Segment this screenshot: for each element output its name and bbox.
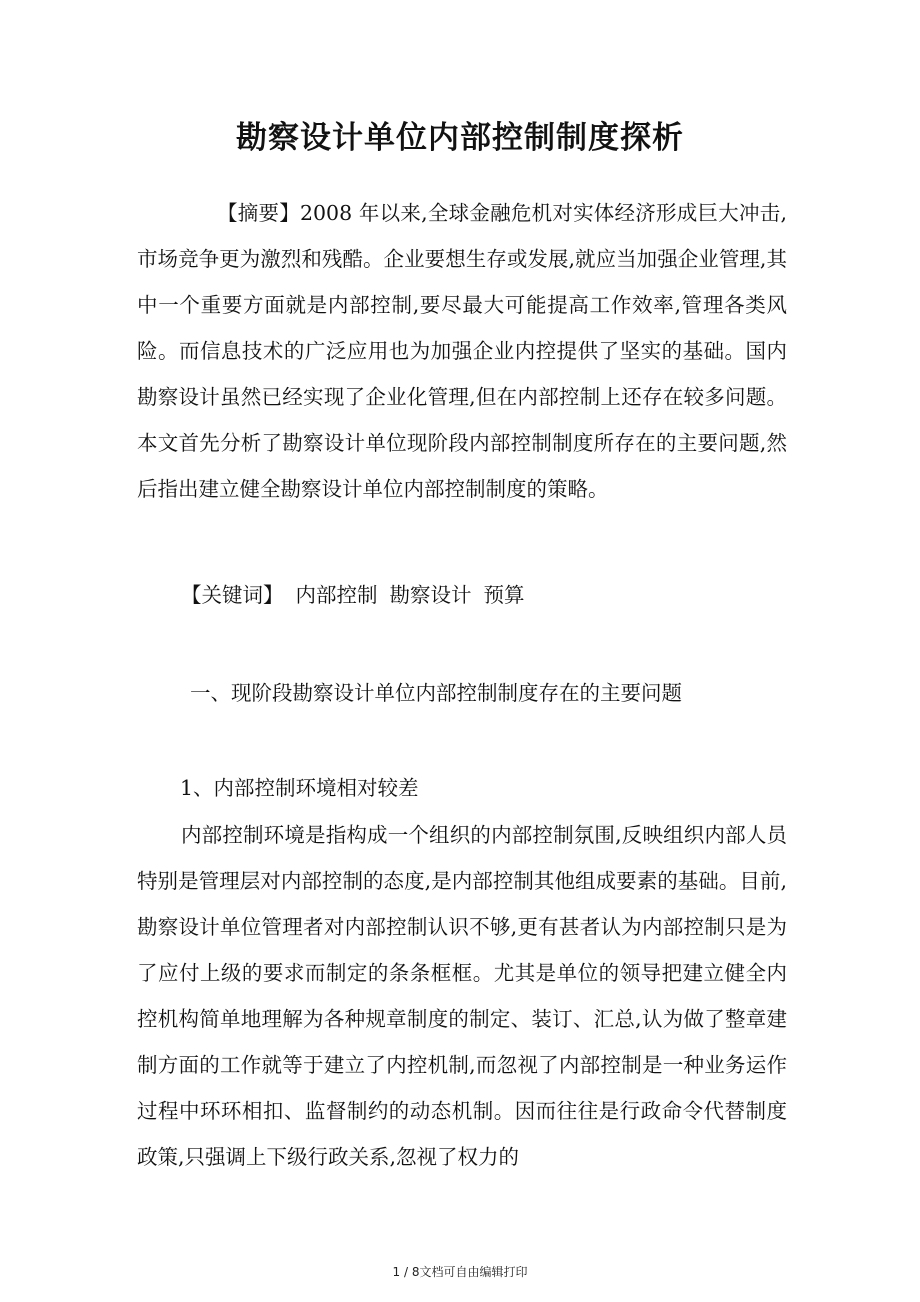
body-paragraph: 内部控制环境是指构成一个组织的内部控制氛围,反映组织内部人员特别是管理层对内部控制的态度,是内部控制其他组成要素的基础。目前,勘察设计单位管理者对内部控制认识不够,更有甚者认为内部控制只是为了应付上级的要求而制定的条条框框。尤其是单位的领导把建立健全内控机构简单地理解为各种规章制度的制定、装订、汇总,认为做了整章建制方面的工作就等于建立了内控机制,而忽视了内部控制是一种业务运作过程中环环相扣、监督制约的动态机制。因而往往是行政命令代替制度政策,只强调上下级行政关系,忽视了权力的 [137,823,787,1169]
keywords-label: 【关键词】 [181,583,284,607]
sub-heading: 1、内部控制环境相对较差 [180,776,419,800]
abstract-paragraph [137,190,787,512]
abstract-label: 【摘要】 [217,201,300,225]
keyword-item: 勘察设计 [389,583,472,607]
page-footer: 1 / 8文档可自由编辑打印 [392,1265,528,1279]
keywords-line [137,572,787,618]
abstract-text: 2008 年以来,全球金融危机对实体经济形成巨大冲击,市场竞争更为激烈和残酷。企业要想生存或发展,就应当加强企业管理,其中一个重要方面就是内部控制,要尽最大可能提高工作效率,管理各类风险。而信息技术的广泛应用也为加强企业内控提供了坚实的基础。国内勘察设计虽然已经实现了企业化管理,但在内部控制上还存在较多问题。本文首先分析了勘察设计单位现阶段内部控制制度所存在的主要问题,然后指出建立健全勘察设计单位内部控制制度的策略。 [137,201,788,501]
keyword-item: 预算 [483,583,525,607]
keyword-item: 内部控制 [295,583,378,607]
document-title: 勘察设计单位内部控制制度探析 [236,120,684,156]
section-heading: 一、现阶段勘察设计单位内部控制制度存在的主要问题 [190,681,682,705]
